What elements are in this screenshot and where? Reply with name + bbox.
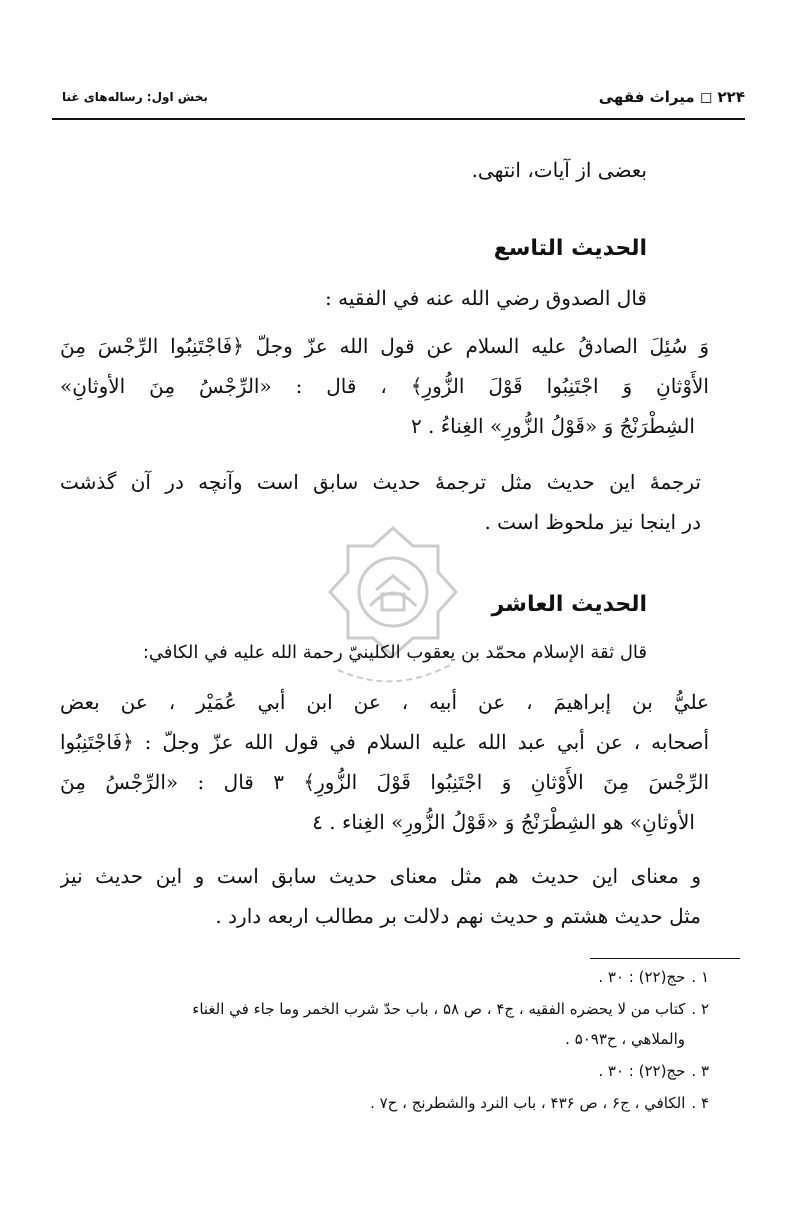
footnote-divider	[590, 958, 740, 959]
hadith10-translation	[60, 856, 701, 936]
hadith10-arabic-text	[60, 682, 709, 842]
footnote-1	[60, 962, 709, 992]
hadith10-heading: الحديث العاشر	[491, 592, 647, 617]
intro-line: بعضی از آیات، انتهی.	[471, 158, 647, 182]
footnote-number: ۲ .	[691, 1000, 709, 1018]
page-number-title: ۲۲۴ ◻ میراث فقهی	[598, 88, 745, 106]
footnote-text: والملاهي ، ح۵۰۹۳ .	[565, 1030, 685, 1048]
hadith9-arabic-line-3: الشِطْرَنْجُ وَ «قَوْلُ الزُّورِ» الغِناءُ . ٢	[410, 414, 695, 438]
hadith10-arabic-line-4: الأوثانِ» هو الشِطْرَنْجُ وَ «قَوْلُ الزُّورِ» الغِناء . ٤	[312, 810, 695, 834]
hadith9-arabic-line-1: وَ سُئِلَ الصادقُ عليه السلام عن قول الله عزّ وجلّ ﴿فَاجْتَنِبُوا الرِّجْسَ مِنَ	[60, 334, 709, 358]
footnote-text: الكافي ، ج۶ ، ص ۴۳۶ ، باب النرد والشطرنج ، ح۷ .	[370, 1094, 686, 1112]
hadith10-translation-line-1: و معنای این حدیث هم مثل معنای حدیث سابق است و این حدیث نیز	[60, 864, 701, 888]
footnote-number: ۴ .	[691, 1094, 709, 1112]
section-title: بخش اول: رساله‌های غنا	[62, 90, 208, 104]
hadith10-arabic-line-2: أصحابه ، عن أبي عبد الله عليه السلام في قول الله عزّ وجلّ : ﴿فَاجْتَنِبُوا	[60, 730, 709, 754]
footnote-text: كتاب من لا يحضره الفقيه ، ج۴ ، ص ۵۸ ، باب حدّ شرب الخمر وما جاء في الغناء	[192, 1000, 686, 1018]
hadith10-intro: قال ثقة الإسلام محمّد بن يعقوب الكلينيّ رحمة الله عليه في الكافي:	[142, 642, 647, 663]
header-divider	[52, 118, 745, 120]
hadith10-translation-line-2: مثل حدیث هشتم و حدیث نهم دلالت بر مطالب اربعه دارد .	[215, 904, 701, 928]
footnote-2	[60, 994, 709, 1024]
footnote-number: ۳ .	[691, 1062, 709, 1080]
running-header	[52, 88, 745, 114]
hadith10-arabic-line-1: عليُّ بن إبراهيمَ ، عن أبيه ، عن ابن أبي عُمَيْر ، عن بعض	[60, 690, 709, 714]
hadith9-arabic-line-2: الأَوْثانِ وَ اجْتَنِبُوا قَوْلَ الزُّورِ﴾ ، قال : «الرِّجْسُ مِنَ الأوثانِ»	[60, 374, 709, 398]
library-seal-watermark	[318, 520, 468, 690]
footnote-4	[60, 1088, 709, 1118]
hadith9-heading: الحديث التاسع	[493, 236, 647, 261]
hadith9-translation-line-2: در اینجا نیز ملحوظ است .	[484, 510, 701, 534]
hadith9-arabic-text	[60, 326, 709, 446]
hadith9-translation-line-1: ترجمهٔ این حدیث مثل ترجمهٔ حدیث سابق است وآنچه در آن گذشت	[60, 470, 701, 494]
footnote-3	[60, 1056, 709, 1086]
hadith10-arabic-line-3: الرِّجْسَ مِنَ الأَوْثانِ وَ اجْتَنِبُوا قَوْلَ الزُّورِ﴾ ٣ قال : «الرِّجْسُ مِنَ	[60, 770, 709, 794]
footnote-2-continued	[60, 1024, 685, 1054]
footnote-text: حج(۲۲) : ۳۰ .	[598, 1062, 686, 1080]
hadith9-intro: قال الصدوق رضي الله عنه في الفقيه :	[325, 286, 647, 310]
footnote-number: ۱ .	[691, 968, 709, 986]
footnote-text: حج(۲۲) : ۳۰ .	[598, 968, 686, 986]
